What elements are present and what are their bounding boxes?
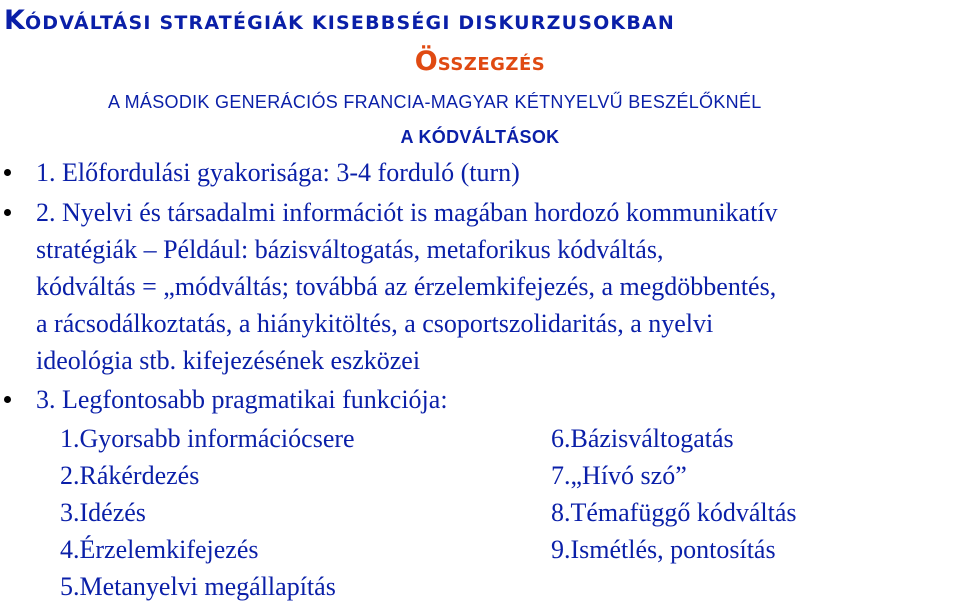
section-title: A KÓDVÁLTÁSOK: [400, 127, 560, 147]
function-row: [60, 494, 920, 531]
bullet-item: [0, 194, 956, 379]
slide-subtitle: [0, 44, 960, 83]
slide-title: [4, 4, 956, 38]
function-item: 8.Témafüggő kódváltás: [551, 498, 797, 527]
bullet-item: [0, 154, 956, 194]
function-item: 7.„Hívó szó”: [551, 461, 687, 490]
function-item: 1.Gyorsabb információcsere: [60, 424, 355, 453]
bullet-text-line: ideológia stb. kifejezésének eszközei: [36, 346, 421, 375]
bullet-text: 1. Előfordulási gyakorisága: 3-4 forduló (turn): [36, 158, 520, 187]
slide-subtitle-first-letter: Ö: [414, 46, 438, 77]
bullet-text-line: a rácsodálkoztatás, a hiánykitöltés, a csoportszolidaritás, a nyelvi: [36, 309, 714, 338]
bullet-dot-icon: [4, 396, 11, 403]
bullet-item: [0, 381, 956, 418]
bullet-text: 3. Legfontosabb pragmatikai funkciója:: [36, 385, 448, 414]
function-item: 9.Ismétlés, pontosítás: [551, 535, 776, 564]
bullet-list: [0, 154, 960, 418]
bullet-dot-icon: [4, 209, 11, 216]
slide-subheading: A MÁSODIK GENERÁCIÓS FRANCIA-MAGYAR KÉTNYELVŰ BESZÉLŐKNÉL: [108, 92, 762, 112]
function-item: 5.Metanyelvi megállapítás: [60, 572, 336, 601]
function-row: [60, 420, 920, 457]
function-item: 3.Idézés: [60, 498, 146, 527]
function-item: 4.Érzelemkifejezés: [60, 535, 259, 564]
function-item: 2.Rákérdezés: [60, 461, 200, 490]
slide-subtitle-rest: SSZEGZÉS: [437, 54, 546, 75]
bullet-dot-icon: [4, 169, 11, 176]
function-item: 6.Bázisváltogatás: [551, 424, 734, 453]
function-row: [60, 568, 920, 605]
slide-title-first-letter: K: [4, 5, 25, 36]
bullet-text-line: 2. Nyelvi és társadalmi információt is magában hordozó kommunikatív: [36, 198, 778, 227]
function-row: [60, 531, 920, 568]
bullet-text-line: stratégiák – Például: bázisváltogatás, metaforikus kódváltás,: [36, 235, 664, 264]
bullet-text-line: kódváltás = „módváltás; továbbá az érzelemkifejezés, a megdöbbentés,: [36, 272, 777, 301]
slide-title-rest: ÓDVÁLTÁSI STRATÉGIÁK KISEBBSÉGI DISKURZUSOKBAN: [24, 12, 676, 34]
function-list: [60, 420, 920, 605]
function-row: [60, 457, 920, 494]
